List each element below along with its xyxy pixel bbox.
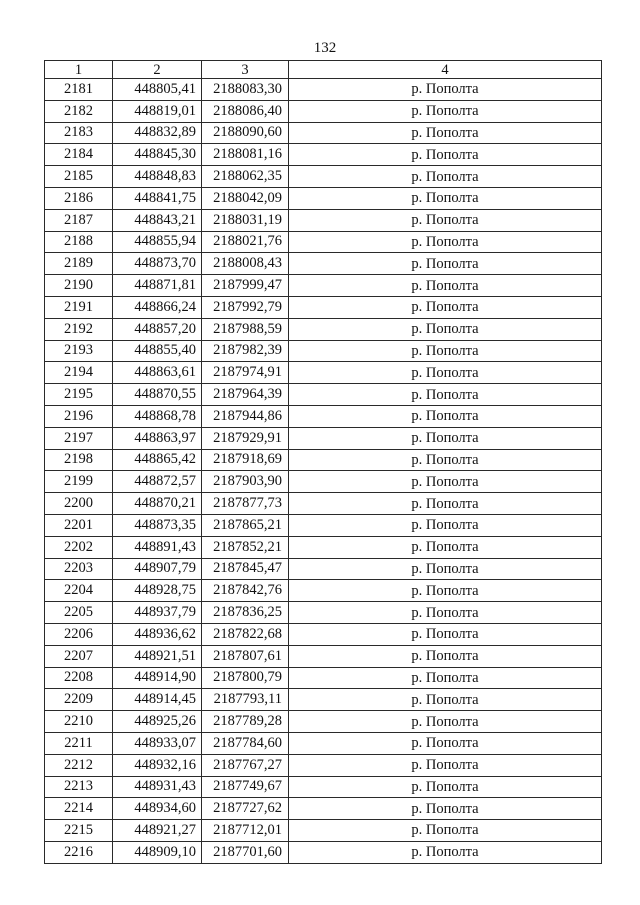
column-header-3: 3: [202, 61, 289, 79]
y-coordinate-cell: 2187727,62: [202, 798, 289, 820]
point-number-cell: 2208: [45, 667, 113, 689]
x-coordinate-cell: 448932,16: [113, 754, 202, 776]
table-row: [45, 318, 602, 340]
table-row: [45, 253, 602, 275]
y-coordinate-cell: 2187999,47: [202, 275, 289, 297]
point-number-cell: 2195: [45, 384, 113, 406]
object-name-cell: р. Пополта: [289, 711, 602, 733]
x-coordinate-cell: 448857,20: [113, 318, 202, 340]
point-number-cell: 2190: [45, 275, 113, 297]
object-name-cell: р. Пополта: [289, 471, 602, 493]
point-number-cell: 2185: [45, 166, 113, 188]
x-coordinate-cell: 448934,60: [113, 798, 202, 820]
y-coordinate-cell: 2187929,91: [202, 427, 289, 449]
point-number-cell: 2197: [45, 427, 113, 449]
table-row: [45, 187, 602, 209]
point-number-cell: 2209: [45, 689, 113, 711]
table-body: [45, 79, 602, 864]
table-row: [45, 645, 602, 667]
y-coordinate-cell: 2187852,21: [202, 536, 289, 558]
point-number-cell: 2212: [45, 754, 113, 776]
point-number-cell: 2188: [45, 231, 113, 253]
y-coordinate-cell: 2188062,35: [202, 166, 289, 188]
y-coordinate-cell: 2187784,60: [202, 732, 289, 754]
x-coordinate-cell: 448933,07: [113, 732, 202, 754]
point-number-cell: 2204: [45, 580, 113, 602]
object-name-cell: р. Пополта: [289, 841, 602, 863]
table-row: [45, 776, 602, 798]
point-number-cell: 2206: [45, 623, 113, 645]
table-row: [45, 79, 602, 101]
point-number-cell: 2211: [45, 732, 113, 754]
table-row: [45, 166, 602, 188]
object-name-cell: р. Пополта: [289, 580, 602, 602]
object-name-cell: р. Пополта: [289, 536, 602, 558]
object-name-cell: р. Пополта: [289, 754, 602, 776]
x-coordinate-cell: 448848,83: [113, 166, 202, 188]
point-number-cell: 2201: [45, 514, 113, 536]
table-row: [45, 231, 602, 253]
object-name-cell: р. Пополта: [289, 231, 602, 253]
object-name-cell: р. Пополта: [289, 144, 602, 166]
object-name-cell: р. Пополта: [289, 209, 602, 231]
y-coordinate-cell: 2188042,09: [202, 187, 289, 209]
point-number-cell: 2181: [45, 79, 113, 101]
point-number-cell: 2214: [45, 798, 113, 820]
table-row: [45, 580, 602, 602]
object-name-cell: р. Пополта: [289, 275, 602, 297]
x-coordinate-cell: 448855,40: [113, 340, 202, 362]
y-coordinate-cell: 2187712,01: [202, 820, 289, 842]
x-coordinate-cell: 448872,57: [113, 471, 202, 493]
point-number-cell: 2183: [45, 122, 113, 144]
x-coordinate-cell: 448925,26: [113, 711, 202, 733]
y-coordinate-cell: 2187918,69: [202, 449, 289, 471]
table-row: [45, 471, 602, 493]
object-name-cell: р. Пополта: [289, 623, 602, 645]
object-name-cell: р. Пополта: [289, 296, 602, 318]
point-number-cell: 2215: [45, 820, 113, 842]
object-name-cell: р. Пополта: [289, 405, 602, 427]
object-name-cell: р. Пополта: [289, 798, 602, 820]
table-row: [45, 841, 602, 863]
table-row: [45, 362, 602, 384]
y-coordinate-cell: 2188031,19: [202, 209, 289, 231]
object-name-cell: р. Пополта: [289, 558, 602, 580]
table-row: [45, 820, 602, 842]
x-coordinate-cell: 448931,43: [113, 776, 202, 798]
x-coordinate-cell: 448845,30: [113, 144, 202, 166]
y-coordinate-cell: 2187793,11: [202, 689, 289, 711]
x-coordinate-cell: 448936,62: [113, 623, 202, 645]
x-coordinate-cell: 448914,90: [113, 667, 202, 689]
table-row: [45, 536, 602, 558]
y-coordinate-cell: 2187992,79: [202, 296, 289, 318]
table-row: [45, 405, 602, 427]
y-coordinate-cell: 2188081,16: [202, 144, 289, 166]
object-name-cell: р. Пополта: [289, 602, 602, 624]
object-name-cell: р. Пополта: [289, 362, 602, 384]
y-coordinate-cell: 2187767,27: [202, 754, 289, 776]
point-number-cell: 2207: [45, 645, 113, 667]
y-coordinate-cell: 2187944,86: [202, 405, 289, 427]
y-coordinate-cell: 2187903,90: [202, 471, 289, 493]
object-name-cell: р. Пополта: [289, 514, 602, 536]
x-coordinate-cell: 448863,97: [113, 427, 202, 449]
y-coordinate-cell: 2187964,39: [202, 384, 289, 406]
y-coordinate-cell: 2187865,21: [202, 514, 289, 536]
coordinates-table: [44, 60, 602, 864]
table-row: [45, 122, 602, 144]
object-name-cell: р. Пополта: [289, 493, 602, 515]
table-row: [45, 100, 602, 122]
object-name-cell: р. Пополта: [289, 689, 602, 711]
point-number-cell: 2196: [45, 405, 113, 427]
object-name-cell: р. Пополта: [289, 732, 602, 754]
x-coordinate-cell: 448870,21: [113, 493, 202, 515]
point-number-cell: 2182: [45, 100, 113, 122]
table-row: [45, 296, 602, 318]
y-coordinate-cell: 2187800,79: [202, 667, 289, 689]
point-number-cell: 2216: [45, 841, 113, 863]
object-name-cell: р. Пополта: [289, 776, 602, 798]
point-number-cell: 2186: [45, 187, 113, 209]
point-number-cell: 2194: [45, 362, 113, 384]
y-coordinate-cell: 2187789,28: [202, 711, 289, 733]
y-coordinate-cell: 2187701,60: [202, 841, 289, 863]
column-header-1: 1: [45, 61, 113, 79]
x-coordinate-cell: 448855,94: [113, 231, 202, 253]
y-coordinate-cell: 2187807,61: [202, 645, 289, 667]
y-coordinate-cell: 2187836,25: [202, 602, 289, 624]
y-coordinate-cell: 2188083,30: [202, 79, 289, 101]
column-header-2: 2: [113, 61, 202, 79]
x-coordinate-cell: 448921,27: [113, 820, 202, 842]
x-coordinate-cell: 448873,70: [113, 253, 202, 275]
table-row: [45, 602, 602, 624]
y-coordinate-cell: 2188086,40: [202, 100, 289, 122]
table-row: [45, 754, 602, 776]
object-name-cell: р. Пополта: [289, 340, 602, 362]
y-coordinate-cell: 2187988,59: [202, 318, 289, 340]
point-number-cell: 2203: [45, 558, 113, 580]
y-coordinate-cell: 2188008,43: [202, 253, 289, 275]
point-number-cell: 2184: [45, 144, 113, 166]
page-number: 132: [313, 40, 337, 56]
x-coordinate-cell: 448865,42: [113, 449, 202, 471]
x-coordinate-cell: 448873,35: [113, 514, 202, 536]
point-number-cell: 2189: [45, 253, 113, 275]
table-header-row: [45, 61, 602, 79]
point-number-cell: 2210: [45, 711, 113, 733]
y-coordinate-cell: 2187974,91: [202, 362, 289, 384]
x-coordinate-cell: 448909,10: [113, 841, 202, 863]
point-number-cell: 2205: [45, 602, 113, 624]
object-name-cell: р. Пополта: [289, 384, 602, 406]
table-row: [45, 798, 602, 820]
object-name-cell: р. Пополта: [289, 645, 602, 667]
x-coordinate-cell: 448866,24: [113, 296, 202, 318]
point-number-cell: 2187: [45, 209, 113, 231]
table-row: [45, 623, 602, 645]
point-number-cell: 2198: [45, 449, 113, 471]
object-name-cell: р. Пополта: [289, 427, 602, 449]
x-coordinate-cell: 448928,75: [113, 580, 202, 602]
x-coordinate-cell: 448870,55: [113, 384, 202, 406]
point-number-cell: 2193: [45, 340, 113, 362]
object-name-cell: р. Пополта: [289, 253, 602, 275]
point-number-cell: 2199: [45, 471, 113, 493]
x-coordinate-cell: 448868,78: [113, 405, 202, 427]
table-row: [45, 384, 602, 406]
column-header-4: 4: [289, 61, 602, 79]
y-coordinate-cell: 2187842,76: [202, 580, 289, 602]
table-row: [45, 689, 602, 711]
y-coordinate-cell: 2187749,67: [202, 776, 289, 798]
table-row: [45, 144, 602, 166]
table-row: [45, 275, 602, 297]
x-coordinate-cell: 448921,51: [113, 645, 202, 667]
object-name-cell: р. Пополта: [289, 667, 602, 689]
x-coordinate-cell: 448841,75: [113, 187, 202, 209]
point-number-cell: 2213: [45, 776, 113, 798]
x-coordinate-cell: 448891,43: [113, 536, 202, 558]
object-name-cell: р. Пополта: [289, 79, 602, 101]
y-coordinate-cell: 2187822,68: [202, 623, 289, 645]
y-coordinate-cell: 2188021,76: [202, 231, 289, 253]
point-number-cell: 2191: [45, 296, 113, 318]
x-coordinate-cell: 448907,79: [113, 558, 202, 580]
point-number-cell: 2192: [45, 318, 113, 340]
x-coordinate-cell: 448805,41: [113, 79, 202, 101]
object-name-cell: р. Пополта: [289, 820, 602, 842]
point-number-cell: 2202: [45, 536, 113, 558]
y-coordinate-cell: 2187982,39: [202, 340, 289, 362]
table-row: [45, 449, 602, 471]
table-row: [45, 514, 602, 536]
x-coordinate-cell: 448819,01: [113, 100, 202, 122]
object-name-cell: р. Пополта: [289, 318, 602, 340]
table-row: [45, 558, 602, 580]
x-coordinate-cell: 448863,61: [113, 362, 202, 384]
y-coordinate-cell: 2188090,60: [202, 122, 289, 144]
table-row: [45, 427, 602, 449]
table-row: [45, 711, 602, 733]
table-row: [45, 732, 602, 754]
table-row: [45, 340, 602, 362]
object-name-cell: р. Пополта: [289, 187, 602, 209]
object-name-cell: р. Пополта: [289, 449, 602, 471]
table-row: [45, 667, 602, 689]
x-coordinate-cell: 448914,45: [113, 689, 202, 711]
x-coordinate-cell: 448937,79: [113, 602, 202, 624]
y-coordinate-cell: 2187877,73: [202, 493, 289, 515]
y-coordinate-cell: 2187845,47: [202, 558, 289, 580]
object-name-cell: р. Пополта: [289, 166, 602, 188]
point-number-cell: 2200: [45, 493, 113, 515]
object-name-cell: р. Пополта: [289, 122, 602, 144]
object-name-cell: р. Пополта: [289, 100, 602, 122]
x-coordinate-cell: 448871,81: [113, 275, 202, 297]
x-coordinate-cell: 448832,89: [113, 122, 202, 144]
x-coordinate-cell: 448843,21: [113, 209, 202, 231]
table-row: [45, 493, 602, 515]
table-row: [45, 209, 602, 231]
